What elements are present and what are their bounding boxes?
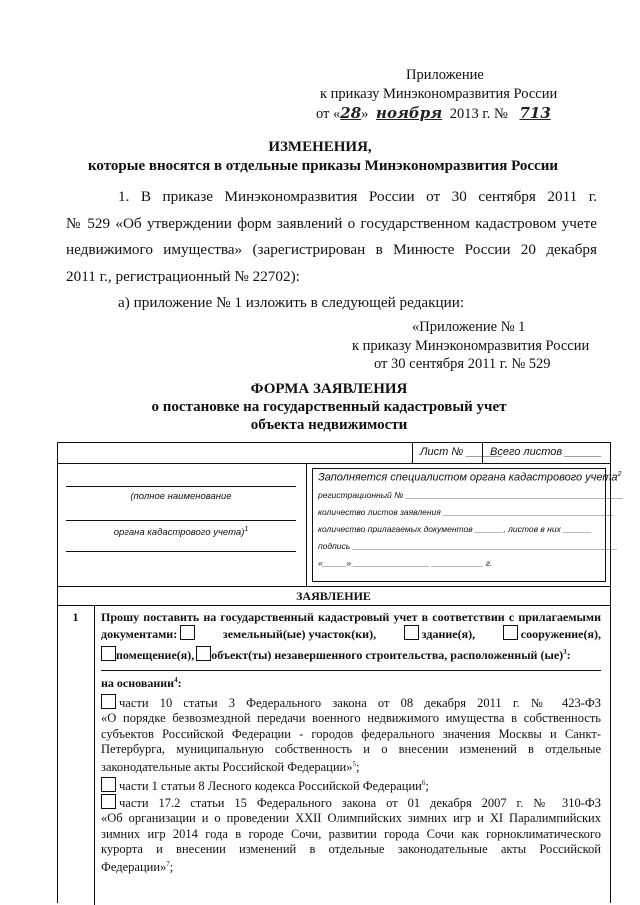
- document-title: [0, 138, 640, 176]
- structure-checkbox[interactable]: [503, 625, 518, 640]
- option-3-line-4: курорта и внесении изменений в отдельные законодательные акты Российской: [101, 841, 601, 856]
- statement-header: ЗАЯВЛЕНИЕ: [296, 589, 371, 603]
- appendix-ref-line-3: от 30 сентября 2011 г. № 529: [374, 356, 551, 372]
- org-name-field-2[interactable]: [66, 520, 296, 522]
- request-line-1: Прошу поставить на государственный кадастровый учет в соответствии с прилагаемыми: [101, 610, 601, 624]
- location-field[interactable]: [101, 670, 601, 672]
- option-1-line-4: Петербурга, муниципальную собственность и о внесении изменений в отдельные: [101, 741, 601, 756]
- order-reference: к приказу Минэкономразвития России: [320, 86, 558, 102]
- basis-label: на основании$^4$:: [101, 676, 182, 690]
- land-plot-label: земельный(ые) участок(ки),: [222, 626, 377, 641]
- option-1-line-1: части 10 статьи 3 Федерального закона от 08 декабря 2011 г. № 423-ФЗ: [101, 694, 601, 711]
- org-caption-2: органа кадастрового учета)$^1$: [113, 526, 249, 539]
- body-text: [66, 184, 597, 317]
- basis-option-1-checkbox[interactable]: [101, 694, 116, 709]
- appendix-label: Приложение: [406, 67, 484, 83]
- request-line-2: документами: земельный(ые) участок(ки), здание(я), сооружение(я),: [101, 626, 601, 641]
- title-sub: которые вносятся в отдельные приказы Минэкономразвития России: [87, 158, 558, 174]
- land-plot-checkbox[interactable]: [180, 625, 195, 640]
- paragraph-1-line-4: 2011 г., регистрационный № 22702):: [66, 267, 300, 285]
- option-3-line-3: зимних игр 2014 года в городе Сочи, развитии города Сочи как горноклиматического: [101, 826, 601, 841]
- handwritten-month: ноября: [376, 104, 443, 122]
- form-title-line-1: ФОРМА ЗАЯВЛЕНИЯ: [250, 381, 408, 397]
- row-number: 1: [72, 610, 79, 624]
- form-title-line-3: объекта недвижимости: [250, 417, 408, 433]
- title-main: ИЗМЕНЕНИЯ,: [268, 139, 372, 155]
- sheets-count-field[interactable]: количество листов заявления ____________________________________: [318, 507, 614, 517]
- option-1-line-5: законодательные акты Российской Федерации»$^5$;: [101, 760, 360, 775]
- handwritten-day: 28: [340, 104, 362, 122]
- basis-options: [101, 694, 601, 876]
- option-1-line-2: «О порядке безвозмездной передачи военного недвижимого имущества в собственность: [101, 711, 601, 726]
- registration-number-field[interactable]: регистрационный № ______________________________________________: [318, 490, 624, 500]
- signature-field[interactable]: подпись ________________________________________________________: [318, 541, 618, 551]
- handwritten-number: 713: [519, 104, 551, 122]
- docs-count-field[interactable]: количество прилагаемых документов ______, листов в них ______: [318, 524, 592, 534]
- sheet-number-field[interactable]: Лист № ______: [420, 446, 504, 458]
- option-3-line-5: Федерации»$^7$;: [101, 860, 174, 875]
- option-2: части 1 статьи 8 Лесного кодекса Российской Федерации$^6$;: [101, 776, 601, 794]
- order-date-line: от «28» ноября 2013 г. № 713: [300, 104, 610, 124]
- appendix-header: [300, 66, 610, 124]
- unfinished-object-checkbox[interactable]: [196, 646, 211, 661]
- option-1-line-3: субъектов Российской Федерации - городов федерального значения Москвы и Санкт-: [101, 726, 601, 741]
- option-3-line-2: «Об организации и о проведении XXII Олимпийских зимних игр и XI Паралимпийских: [101, 811, 601, 826]
- request-block: [101, 609, 601, 663]
- paragraph-1-line-3: недвижимого имущества» (зарегистрирован в Минюсте России 20 декабря: [66, 241, 597, 258]
- org-caption-1: (полное наименование: [130, 491, 232, 502]
- appendix-ref-line-2: к приказу Минэкономразвития России: [352, 337, 590, 354]
- specialist-title: Заполняется специалистом органа кадастрового учета$^2$: [318, 471, 622, 484]
- appendix-ref-line-1: «Приложение № 1: [412, 319, 526, 335]
- building-checkbox[interactable]: [404, 625, 419, 640]
- appendix-reference: [330, 318, 605, 374]
- form-title-line-2: о постановке на государственный кадастровый учет: [151, 399, 507, 415]
- option-3-line-1: части 17.2 статьи 15 Федерального закона от 01 декабря 2007 г. № 310-ФЗ: [101, 794, 601, 811]
- org-name-field-3[interactable]: [66, 551, 296, 553]
- paragraph-1-line-1: 1. В приказе Минэкономразвития России от 30 сентября 2011 г.: [118, 188, 597, 205]
- basis-option-3-checkbox[interactable]: [101, 794, 116, 809]
- form-title: [0, 380, 640, 434]
- request-line-3: помещение(я), объект(ты) незавершенного строительства, расположенный (ые)$^3$:: [101, 644, 601, 663]
- basis-option-2-checkbox[interactable]: [101, 777, 116, 792]
- date-field[interactable]: «_____» ________________ ___________ г.: [318, 558, 493, 568]
- total-sheets-field[interactable]: Всего листов ______: [490, 446, 602, 458]
- org-name-field[interactable]: [66, 486, 296, 488]
- paragraph-2: а) приложение № 1 изложить в следующей редакции:: [118, 294, 465, 311]
- paragraph-1-line-2: № 529 «Об утверждении форм заявлений о государственном кадастровом учете: [66, 214, 597, 232]
- premises-checkbox[interactable]: [101, 646, 116, 661]
